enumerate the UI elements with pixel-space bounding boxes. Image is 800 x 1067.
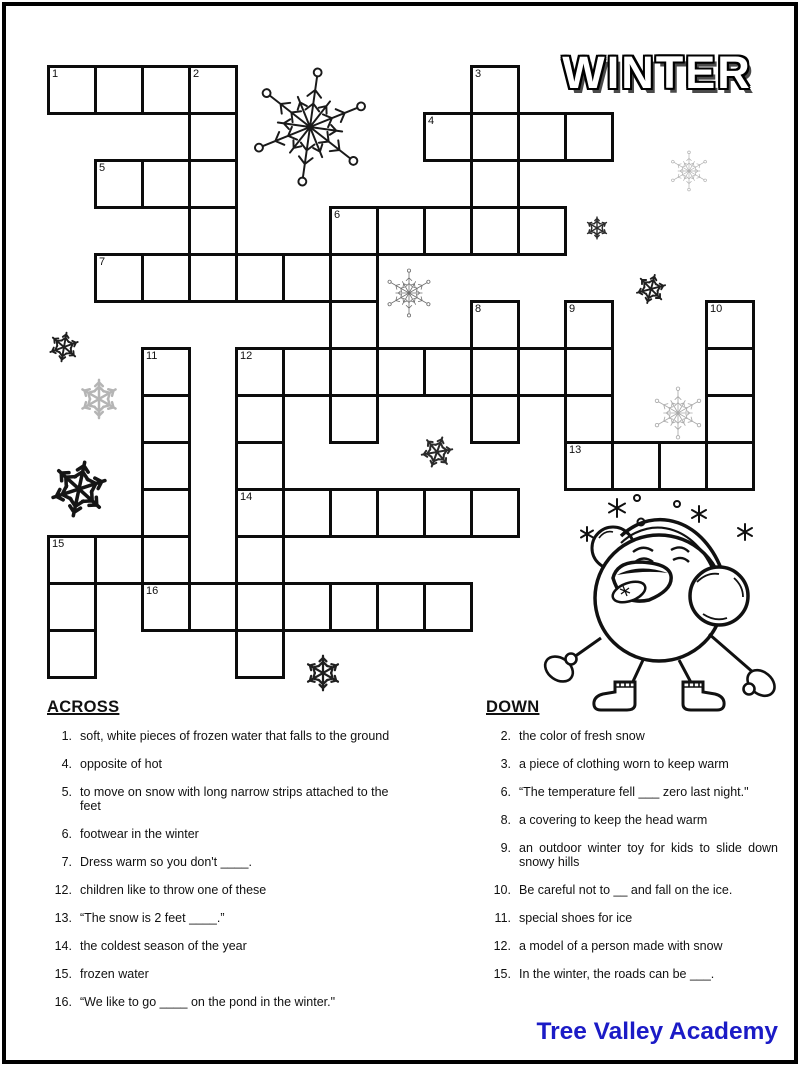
snowflake-icon [417,432,456,472]
snowman-character [537,486,781,714]
mitten-right [742,665,779,701]
grid-cell[interactable] [423,582,473,632]
grid-cell[interactable] [188,206,238,256]
grid-cell[interactable] [47,629,97,679]
clue-text: footwear in the winter [80,827,199,841]
grid-cell[interactable] [141,441,191,491]
grid-cell[interactable] [282,253,332,303]
grid-cell[interactable] [423,206,473,256]
clue-text: a model of a person made with snow [519,939,723,953]
clue-number: 5. [61,785,72,799]
grid-cell[interactable] [188,112,238,162]
grid-cell[interactable] [611,441,661,491]
clue-number: 15. [493,967,511,981]
mouth [613,562,671,601]
down-clue [486,729,778,743]
grid-cell[interactable] [141,394,191,444]
down-clue [486,841,778,869]
grid-cell[interactable] [235,253,285,303]
page-title: WINTER [562,47,752,98]
grid-cell[interactable] [47,582,97,632]
grid-cell[interactable] [188,253,238,303]
clue-number: 9. [500,841,511,855]
down-clue [486,967,778,981]
clue-text: the coldest season of the year [80,939,247,953]
grid-cell[interactable] [705,394,755,444]
down-clue [486,757,778,771]
clue-text: Be careful not to __ and fall on the ice. [519,883,733,897]
clue-text: soft, white pieces of frozen water that falls to the ground [80,729,390,743]
snowflake-icon [80,380,118,418]
cell-number: 1 [52,68,59,80]
cell-number: 12 [240,350,253,362]
snowflake-icon [241,60,379,194]
across-clue [47,911,443,925]
grid-cell[interactable] [329,394,379,444]
across-clue [47,757,443,771]
cell-number: 2 [193,68,200,80]
grid-cell[interactable] [94,535,144,585]
cell-number: 3 [475,68,482,80]
across-clue [47,729,443,743]
earmuff-right [690,567,748,625]
clue-number: 2. [500,729,511,743]
clue-text: “The temperature fell ___ zero last night." [519,785,749,799]
grid-cell[interactable] [517,347,567,397]
grid-cell[interactable] [470,347,520,397]
grid-cell[interactable] [564,112,614,162]
cell-number: 9 [569,303,576,315]
sparkle-star-icon [609,499,625,517]
snowflake-icon [47,457,111,522]
clue-text: a covering to keep the head warm [519,813,708,827]
down-heading: DOWN [486,698,540,716]
grid-cell[interactable] [564,347,614,397]
clue-number: 15. [54,967,72,981]
down-clue [486,911,778,925]
clue-number: 7. [61,855,72,869]
grid-cell[interactable] [470,394,520,444]
cell-number: 16 [146,585,159,597]
down-clue [486,813,778,827]
cell-number: 7 [99,256,106,268]
grid-cell[interactable] [423,488,473,538]
snowflake-on-tongue-icon [620,586,630,596]
grid-cell[interactable] [705,441,755,491]
down-clue [486,939,778,953]
snowflake-icon [306,656,340,691]
grid-cell[interactable] [517,112,567,162]
snowflake-icon [47,330,80,364]
grid-cell[interactable] [188,582,238,632]
sparkle-star-icon [738,524,752,540]
across-clue [47,967,443,981]
grid-cell[interactable] [564,394,614,444]
grid-cell[interactable] [141,253,191,303]
cell-number: 15 [52,538,65,550]
clue-text: opposite of hot [80,757,163,771]
across-clue [47,995,443,1009]
clue-number: 4. [61,757,72,771]
grid-cell[interactable] [423,347,473,397]
clue-text: special shoes for ice [519,911,633,925]
down-clue-list [486,729,778,981]
clue-text: Dress warm so you don't ____. [80,855,252,869]
across-clue [47,785,443,813]
grid-cell[interactable] [141,488,191,538]
down-section [486,698,778,995]
clue-number: 13. [54,911,72,925]
grid-cell[interactable] [376,206,426,256]
snowflake-icon [668,151,710,191]
clue-number: 14. [54,939,72,953]
across-clue [47,883,443,897]
sparkle-star-icon [581,527,593,541]
cell-number: 14 [240,491,253,503]
grid-cell[interactable] [235,394,285,444]
across-clue [47,939,443,953]
grid-cell[interactable] [658,441,708,491]
grid-cell[interactable] [188,159,238,209]
grid-cell[interactable] [376,347,426,397]
clue-number: 6. [500,785,511,799]
clue-text: “We like to go ____ on the pond in the winter." [80,995,336,1009]
clue-number: 6. [61,827,72,841]
grid-cell[interactable] [329,582,379,632]
clue-text: to move on snow with long narrow strips attached to the feet [80,785,389,813]
grid-cell[interactable] [235,582,285,632]
across-clue-list [47,729,443,1009]
earmuff-left [592,527,634,569]
grid-cell[interactable] [470,112,520,162]
across-section [47,698,443,1023]
mitten-left [540,651,577,686]
grid-cell[interactable] [329,253,379,303]
cell-number: 11 [146,350,158,362]
cell-number: 8 [475,303,482,315]
grid-cell[interactable] [470,488,520,538]
earmuff-band [621,520,723,574]
clue-number: 1. [61,729,72,743]
grid-cell[interactable] [517,206,567,256]
grid-cell[interactable] [235,535,285,585]
grid-cell[interactable] [470,159,520,209]
clue-text: the color of fresh snow [519,729,645,743]
cell-number: 10 [710,303,723,315]
snowflake-icon [651,387,705,439]
cell-number: 5 [99,162,106,174]
clue-text: a piece of clothing worn to keep warm [519,757,729,771]
snowflake-icon [384,269,434,317]
snowball-head [595,535,723,661]
tongue [610,578,648,607]
grid-cell[interactable] [329,300,379,350]
grid-cell[interactable] [376,582,426,632]
grid-cell[interactable] [141,65,191,115]
grid-cell[interactable] [329,488,379,538]
sparkle-star-icon [692,506,706,522]
grid-cell[interactable] [94,65,144,115]
grid-cell[interactable] [282,488,332,538]
clue-number: 10. [493,883,511,897]
grid-cell[interactable] [235,441,285,491]
clue-number: 3. [500,757,511,771]
cell-number: 6 [334,209,341,221]
clue-text: children like to throw one of these [80,883,267,897]
down-clue [486,785,778,799]
clue-text: frozen water [80,967,149,981]
grid-cell[interactable] [282,582,332,632]
clue-text: In the winter, the roads can be ___. [519,967,715,981]
grid-cell[interactable] [376,488,426,538]
cell-number: 4 [428,115,435,127]
grid-cell[interactable] [705,347,755,397]
grid-cell[interactable] [235,629,285,679]
clue-text: an outdoor winter toy for kids to slide down snowy hills [519,841,778,869]
face [633,547,689,562]
clue-number: 12. [54,883,72,897]
across-clue [47,855,443,869]
across-clue [47,827,443,841]
stick-limbs [567,634,755,690]
down-clue [486,883,778,897]
footer-brand: Tree Valley Academy [536,1018,778,1045]
grid-cell[interactable] [141,159,191,209]
clue-number: 16. [54,995,72,1009]
clue-number: 11. [494,911,511,925]
grid-cell[interactable] [470,206,520,256]
clue-text: “The snow is 2 feet ____.” [80,911,225,925]
across-heading: ACROSS [47,698,120,716]
cell-number: 13 [569,444,582,456]
grid-cell[interactable] [141,535,191,585]
clue-number: 12. [493,939,511,953]
snowflake-icon [633,271,668,307]
clue-number: 8. [500,813,511,827]
snowflake-icon [586,217,608,239]
grid-cell[interactable] [282,347,332,397]
grid-cell[interactable] [329,347,379,397]
